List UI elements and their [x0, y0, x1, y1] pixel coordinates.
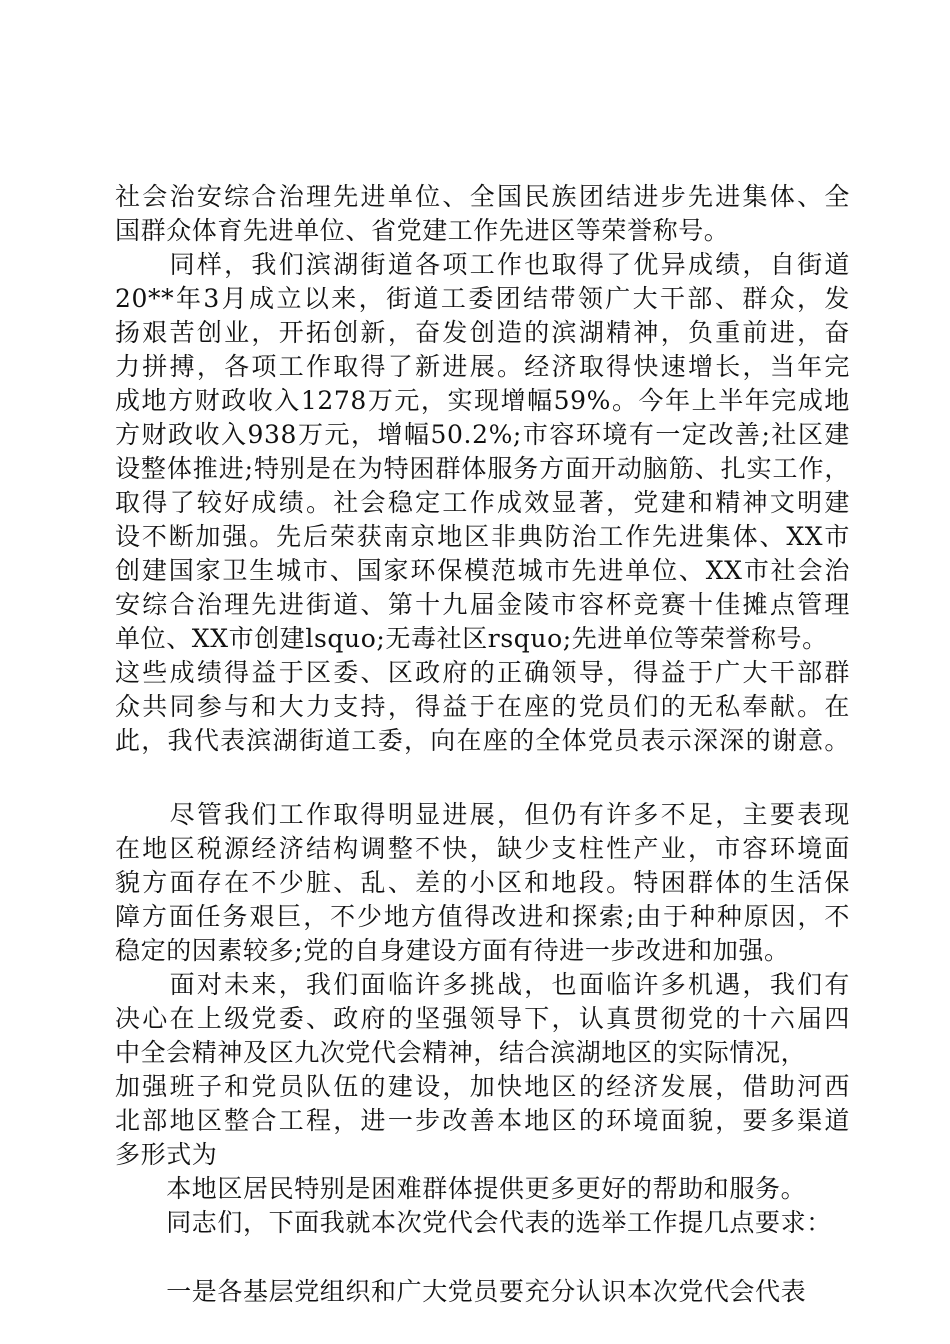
- text-line: 一是各基层党组织和广大党员要充分认识本次党代会代表: [115, 1277, 807, 1306]
- text-line: 扬艰苦创业，开拓创新，奋发创造的滨湖精神，负重前进，奋: [115, 318, 850, 347]
- text-line: 本地区居民特别是困难群体提供更多更好的帮助和服务。: [115, 1174, 807, 1203]
- text-line: 众共同参与和大力支持，得益于在座的党员们的无私奉献。在: [115, 692, 850, 721]
- text-line: 稳定的因素较多;党的自身建设方面有待进一步改进和加强。: [115, 936, 790, 965]
- text-line: 成地方财政收入1278万元，实现增幅59%。今年上半年完成地: [115, 386, 850, 415]
- text-line: 多形式为: [115, 1140, 218, 1169]
- text-line: 单位、XX市创建lsquo;无毒社区rsquo;先进单位等荣誉称号。: [115, 624, 828, 653]
- text-line: 面对未来，我们面临许多挑战，也面临许多机遇，我们有: [115, 970, 850, 999]
- text-line: 20**年3月成立以来，街道工委团结带领广大干部、群众，发: [115, 284, 850, 313]
- text-line: 在地区税源经济结构调整不快，缺少支柱性产业，市容环境面: [115, 834, 850, 863]
- text-line: 障方面任务艰巨，不少地方值得改进和探索;由于种种原因，不: [115, 902, 850, 931]
- text-line: 北部地区整合工程，进一步改善本地区的环境面貌，要多渠道: [115, 1106, 850, 1135]
- text-line: 加强班子和党员队伍的建设，加快地区的经济发展，借助河西: [115, 1072, 850, 1101]
- text-line: 设不断加强。先后荣获南京地区非典防治工作先进集体、XX市: [115, 522, 850, 551]
- text-line: 安综合治理先进街道、第十九届金陵市容杯竞赛十佳摊点管理: [115, 590, 850, 619]
- text-line: 尽管我们工作取得明显进展，但仍有许多不足，主要表现: [115, 800, 850, 829]
- text-line: 貌方面存在不少脏、乱、差的小区和地段。特困群体的生活保: [115, 868, 850, 897]
- text-line: 方财政收入938万元，增幅50.2%;市容环境有一定改善;社区建: [115, 420, 850, 449]
- text-line: 决心在上级党委、政府的坚强领导下，认真贯彻党的十六届四: [115, 1004, 850, 1033]
- text-line: 国群众体育先进单位、省党建工作先进区等荣誉称号。: [115, 216, 730, 245]
- text-line: 取得了较好成绩。社会稳定工作成效显著，党建和精神文明建: [115, 488, 850, 517]
- text-line: 这些成绩得益于区委、区政府的正确领导，得益于广大干部群: [115, 658, 850, 687]
- text-line: 创建国家卫生城市、国家环保模范城市先进单位、XX市社会治: [115, 556, 850, 585]
- text-line: 同样，我们滨湖街道各项工作也取得了优异成绩，自街道: [115, 250, 850, 279]
- text-line: 此，我代表滨湖街道工委，向在座的全体党员表示深深的谢意。: [115, 726, 850, 755]
- text-line: 力拼搏，各项工作取得了新进展。经济取得快速增长，当年完: [115, 352, 850, 381]
- text-line: 中全会精神及区九次党代会精神，结合滨湖地区的实际情况，: [115, 1038, 807, 1067]
- text-line: 同志们，下面我就本次党代会代表的选举工作提几点要求：: [115, 1208, 832, 1237]
- text-line: 设整体推进;特别是在为特困群体服务方面开动脑筋、扎实工作，: [115, 454, 850, 483]
- text-line: 社会治安综合治理先进单位、全国民族团结进步先进集体、全: [115, 182, 850, 211]
